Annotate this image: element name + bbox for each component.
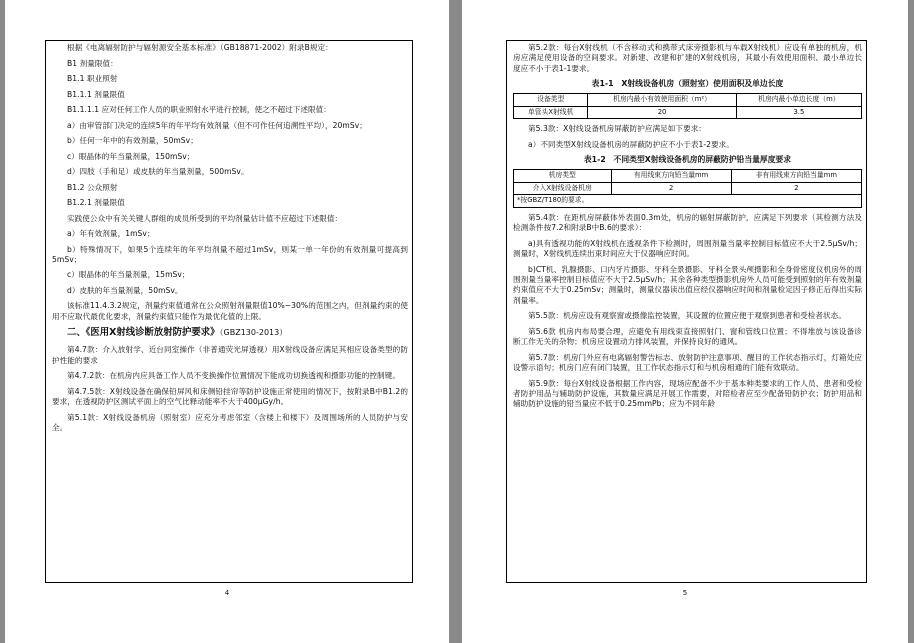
table-cell: 20 [588,106,736,119]
table-note: *按GBZ/T180的要求。 [514,195,862,208]
paragraph: c）眼晶体的年当量剂量，150mSv； [67,151,195,161]
paragraph: 第5.4款：在距机房屏蔽体外表面0.3m处，机房的辐射屏蔽防护，应满足下列要求（其检测方法及检测条件按7.2和附录B中B.6的要求）： [513,212,862,233]
paragraph: d）皮肤的年当量剂量，50mSv。 [67,285,183,295]
paragraph: b）任何一年中的有效剂量，50mSv； [67,136,198,145]
paragraph: c）眼晶体的年当量剂量，15mSv； [67,270,190,280]
paragraph: 第5.1款：X射线设备机房（照射室）应充分考虑邻室（含楼上和楼下）及周围场所的人员防护与安全。 [52,412,408,433]
shielding-table [513,169,862,208]
table-header-cell: 机房类型 [514,170,612,183]
paragraph: B1.1 职业照射 [67,74,118,83]
table-title: 表1-1 X射线设备机房（照射室）使用面积及单边长度 [591,79,784,89]
paragraph: 第5.7款：机房门外应有电离辐射警告标志、放射防护注意事项、醒目的工作状态指示灯，灯箱处应设警示语句；机房门应有闭门装置，且工作状态指示灯和与机房相通的门能有效联动。 [513,352,862,373]
document-page-5 [462,0,908,643]
table-row [514,106,862,119]
paragraph: 第4.7款：介入放射学、近台同室操作（非普通荧光屏透视）用X射线设备应满足其相应设备类型的防护性能的要求 [52,345,408,365]
page-frame [506,40,867,583]
section-heading-standard: （GBZ130-2013） [219,328,288,338]
table-note-row [514,195,862,208]
paragraph: 该标准11.4.3.2规定，剂量约束值通常在公众照射剂量限值10%~30%的范围之内，但剂量约束的使用不应取代最优化要求，剂量约束值只能作为最优化值的上限。 [52,301,408,321]
paragraph: 实践使公众中有关关键人群组的成员所受到的平均剂量估计值不应超过下述限值： [67,213,343,223]
paragraph: B1.2.1 剂量限值 [67,198,125,207]
table-header-cell: 有用线束方向铅当量mm [611,170,731,183]
table-row [514,182,862,195]
paragraph: a）由审管部门决定的连续5年的年平均有效剂量（但不可作任何追溯性平均），20mSv； [67,120,367,130]
table-cell: 3.5 [736,106,861,119]
paragraph: d）四肢（手和足）或皮肤的年当量剂量，500mSv。 [67,167,249,176]
paragraph: 根据《电离辐射防护与辐射源安全基本标准》（GB18871-2002）附录B规定： [67,43,333,52]
table-header-cell: 机房内最小有效使用面积（m²） [588,94,736,107]
section-heading-title: 二、《医用X射线诊断放射防护要求》 [67,327,220,339]
paragraph: B1.2 公众照射 [67,182,118,192]
page-frame [45,40,413,583]
paragraph: 第5.2款：每台X射线机（不含移动式和携带式床旁摄影机与车载X射线机）应设有单独的机房，机房应满足使用设备的空间要求。对新建、改建和扩建的X射线机房，其最小有效使用面积、最小单边长度应不小于表1-1要求。 [513,43,862,73]
table-cell: 介入X射线设备机房 [514,182,612,195]
page-number: 4 [224,589,230,597]
paragraph: 第5.6款 机房内布局要合理，应避免有用线束直接照射门、窗和管线口位置；不得堆放与该设备诊断工作无关的杂物；机房应设置动力排风装置，并保持良好的通风。 [513,326,862,347]
room-area-table [513,93,862,119]
page-number: 5 [682,589,688,597]
paragraph: b）特殊情况下，如果5个连续年的年平均剂量不超过1mSv，则某一单一年份的有效剂量可提高到5mSv； [52,244,408,264]
paragraph: b)CT机、乳腺摄影、口内牙片摄影、牙科全景摄影、牙科全景头颅摄影和全身骨密度仪机房外的周围剂量当量率控制目标值应不大于2.5μSv/h；其余各种类型摄影机房外人员可能受到照射的年有效剂量约束值应不大于0.25mSv；测量时，测量仪器读出值应经仪器响应时间和剂量检定因子修正后得出实际剂量率。 [513,264,862,305]
paragraph: 第5.9款：每台X射线设备根据工作内容，现场应配备不少于基本种类要求的工作人员、患者和受检者防护用品与辅助防护设施，其数量应满足开展工作需要，对陪检者应至少配备铅防护衣；防护用品和辅助防护设施的铅当量应不低于0.25mmPb；应为不同年龄 [513,378,862,409]
table-cell: 2 [731,182,861,195]
paragraph: a）不同类型X射线设备机房的屏蔽防护应不小于表1-2要求。 [528,139,734,149]
document-page-4 [5,0,449,643]
page-content [513,43,862,415]
table-header-cell: 设备类型 [514,94,588,107]
table-header-cell: 非有用线束方向铅当量mm [731,170,861,183]
paragraph: B1.1.1 剂量限值 [67,89,125,99]
table-cell: 2 [611,182,731,195]
paragraph: B1.1.1.1 应对任何工作人员的职业照射水平进行控制，使之不超过下述限值： [67,105,331,114]
table-cell: 单管头X射线机 [514,106,588,119]
table-header-row [514,170,862,183]
paragraph: 第5.5款：机房应设有观察窗或摄像监控装置，其设置的位置应便于观察到患者和受检者状态。 [528,311,846,321]
paragraph: 第4.7.2款：在机房内应具备工作人员不变换操作位置情况下能成功切换透视和摄影功能的控制键。 [67,371,400,381]
paragraph: B1 剂量限值： [67,58,118,68]
section-heading [52,327,408,339]
table-title: 表1-2 不同类型X射线设备机房的屏蔽防护铅当量厚度要求 [583,155,792,165]
paragraph: a)具有透视功能的X射线机在透视条件下检测时，周围剂量当量率控制目标值应不大于2.5μSv/h；测量时，X射线机连续出束时间应大于仪器响应时间。 [513,238,862,259]
table-header-cell: 机房内最小单边长度（m） [736,94,861,107]
table-header-row [514,94,862,107]
page-content [52,43,408,439]
paragraph: a）年有效剂量，1mSv； [67,229,155,238]
paragraph: 第5.3款：X射线设备机房屏蔽防护应满足如下要求： [528,124,706,134]
paragraph: 第4.7.5款：X射线设备在确保铅屏风和床侧铅挂帘等防护设施正常使用的情况下，按附录B中B1.2的要求，在透视防护区测试平面上的空气比释动能率不大于400μGy/h。 [52,386,408,407]
